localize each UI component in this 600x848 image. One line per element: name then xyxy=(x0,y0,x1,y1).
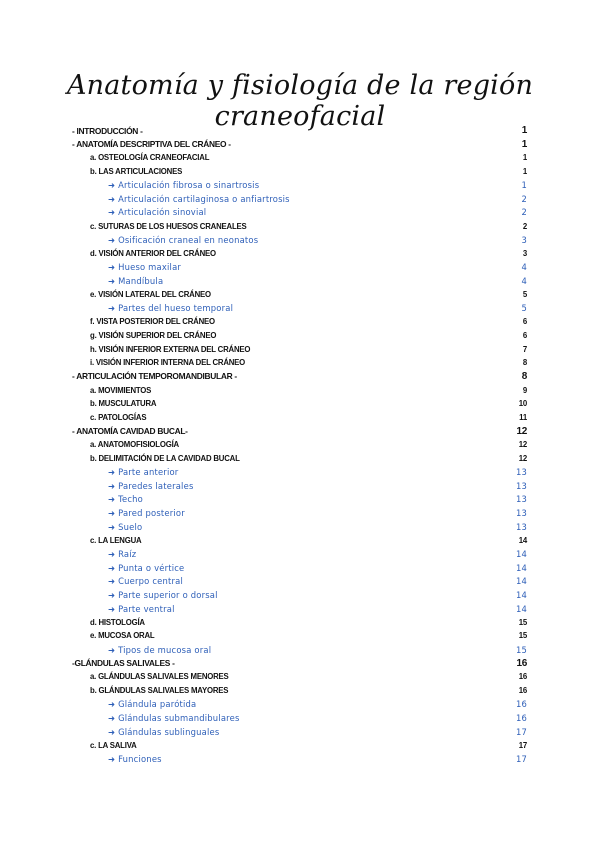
toc-page-number: 17 xyxy=(518,740,527,750)
toc-entry-label: - ANATOMÍA DESCRIPTIVA DEL CRÁNEO - xyxy=(72,139,231,150)
toc-page-number: 6 xyxy=(522,317,527,327)
toc-item xyxy=(90,397,527,410)
toc-entry-label[interactable]: ➜ Funciones xyxy=(108,753,162,764)
toc-subitem-link[interactable] xyxy=(108,274,527,287)
toc-subitem-link[interactable] xyxy=(108,575,527,588)
toc-entry-label: e. MUCOSA ORAL xyxy=(90,631,155,641)
toc-entry-label: a. MOVIMIENTOS xyxy=(90,385,152,395)
toc-page-number[interactable]: 14 xyxy=(515,589,527,600)
toc-page-number[interactable]: 2 xyxy=(521,207,527,218)
toc-entry-label: e. VISIÓN LATERAL DEL CRÁNEO xyxy=(90,289,211,299)
toc-entry-label: -GLÁNDULAS SALIVALES - xyxy=(72,658,175,669)
toc-entry-label: b. MUSCULATURA xyxy=(90,399,157,409)
toc-entry-label: g. VISIÓN SUPERIOR DEL CRÁNEO xyxy=(90,330,217,340)
toc-entry-label[interactable]: ➜ Articulación fibrosa o sinartrosis xyxy=(108,180,260,191)
toc-entry-label[interactable]: ➜ Parte ventral xyxy=(108,603,175,614)
toc-entry-label[interactable]: ➜ Parte anterior xyxy=(108,467,179,477)
toc-subitem-link[interactable] xyxy=(108,493,527,506)
toc-subitem-link[interactable] xyxy=(108,643,527,656)
toc-page-number[interactable]: 13 xyxy=(515,467,527,477)
toc-page-number: 1 xyxy=(521,138,527,150)
toc-page-number: 7 xyxy=(522,344,527,354)
toc-item xyxy=(90,356,527,369)
toc-entry-label: f. VISTA POSTERIOR DEL CRÁNEO xyxy=(90,317,215,327)
toc-item xyxy=(90,329,527,342)
toc-page-number: 16 xyxy=(518,686,527,696)
toc-page-number[interactable]: 17 xyxy=(515,726,527,737)
toc-item xyxy=(90,616,527,629)
toc-item xyxy=(90,165,527,178)
toc-page-number[interactable]: 14 xyxy=(515,548,527,559)
toc-subitem-link[interactable] xyxy=(108,711,527,724)
toc-page-number: 8 xyxy=(521,370,527,382)
toc-entry-label[interactable]: ➜ Cuerpo central xyxy=(108,576,183,587)
toc-page-number[interactable]: 17 xyxy=(515,753,527,764)
toc-page-number: 14 xyxy=(518,535,527,545)
toc-item xyxy=(90,534,527,547)
toc-entry-label: - ANATOMÍA CAVIDAD BUCAL- xyxy=(72,426,188,437)
toc-entry-label[interactable]: ➜ Articulación sinovial xyxy=(108,207,207,218)
toc-entry-label[interactable]: ➜ Glándulas submandibulares xyxy=(108,712,240,723)
toc-page-number[interactable]: 14 xyxy=(515,562,527,573)
toc-entry-label: b. LAS ARTICULACIONES xyxy=(90,166,183,176)
toc-page-number: 15 xyxy=(518,631,527,641)
toc-entry-label[interactable]: ➜ Pared posterior xyxy=(108,507,185,518)
toc-subitem-link[interactable] xyxy=(108,206,527,219)
toc-entry-label[interactable]: ➜ Punta o vértice xyxy=(108,562,185,573)
toc-subitem-link[interactable] xyxy=(108,698,527,711)
toc-page-number[interactable]: 1 xyxy=(521,180,527,191)
toc-item xyxy=(90,670,527,683)
toc-section-heading xyxy=(72,425,527,438)
toc-entry-label[interactable]: ➜ Suelo xyxy=(108,521,143,532)
toc-section-heading xyxy=(72,370,527,383)
toc-page-number: 1 xyxy=(522,166,527,176)
toc-entry-label: d. VISIÓN ANTERIOR DEL CRÁNEO xyxy=(90,248,216,258)
toc-entry-label: i. VISIÓN INFERIOR INTERNA DEL CRÁNEO xyxy=(90,358,246,368)
toc-entry-label[interactable]: ➜ Paredes laterales xyxy=(108,480,194,491)
toc-entry-label[interactable]: ➜ Glándula parótida xyxy=(108,699,197,710)
toc-subitem-link[interactable] xyxy=(108,302,527,315)
toc-entry-label[interactable]: ➜ Parte superior o dorsal xyxy=(108,589,218,600)
toc-entry-label[interactable]: ➜ Techo xyxy=(108,494,143,505)
toc-entry-label: - INTRODUCCIÓN - xyxy=(72,125,143,136)
toc-page-number: 2 xyxy=(522,221,527,231)
toc-subitem-link[interactable] xyxy=(108,233,527,246)
toc-page-number[interactable]: 13 xyxy=(515,521,527,532)
toc-item xyxy=(90,343,527,356)
toc-page-number[interactable]: 14 xyxy=(515,576,527,587)
toc-page-number[interactable]: 16 xyxy=(515,712,527,723)
toc-subitem-link[interactable] xyxy=(108,520,527,533)
toc-item xyxy=(90,315,527,328)
toc-item xyxy=(90,739,527,752)
toc-page-number[interactable]: 13 xyxy=(515,494,527,505)
toc-page-number: 16 xyxy=(518,672,527,682)
toc-item xyxy=(90,684,527,697)
toc-page-number: 16 xyxy=(516,657,527,669)
toc-page-number[interactable]: 15 xyxy=(515,644,527,655)
toc-item xyxy=(90,411,527,424)
toc-entry-label[interactable]: ➜ Raíz xyxy=(108,548,137,559)
toc-subitem-link[interactable] xyxy=(108,725,527,738)
toc-subitem-link[interactable] xyxy=(108,752,527,765)
toc-item xyxy=(90,629,527,642)
toc-page-number: 8 xyxy=(522,358,527,368)
toc-page-number: 6 xyxy=(522,330,527,340)
toc-item xyxy=(90,438,527,451)
toc-entry-label[interactable]: ➜ Articulación cartilaginosa o anfiartrosis xyxy=(108,193,290,204)
toc-item xyxy=(90,452,527,465)
toc-page-number: 1 xyxy=(521,125,527,136)
toc-page-number[interactable]: 13 xyxy=(515,480,527,491)
toc-subitem-link[interactable] xyxy=(108,588,527,601)
toc-entry-label: - ARTICULACIÓN TEMPOROMANDIBULAR - xyxy=(72,371,237,382)
toc-subitem-link[interactable] xyxy=(108,547,527,560)
toc-entry-label: a. OSTEOLOGÍA CRANEOFACIAL xyxy=(90,153,210,163)
toc-entry-label[interactable]: ➜ Hueso maxilar xyxy=(108,262,182,273)
toc-page-number: 15 xyxy=(518,617,527,627)
toc-page-number: 3 xyxy=(522,248,527,258)
toc-entry-label: a. ANATOMOFISIOLOGÍA xyxy=(90,440,179,450)
toc-page-number: 12 xyxy=(518,440,527,450)
toc-page-number: 12 xyxy=(518,453,527,463)
toc-page-number: 11 xyxy=(519,412,527,422)
toc-entry-label[interactable]: ➜ Osificación craneal en neonatos xyxy=(108,234,259,245)
toc-section-heading xyxy=(72,138,527,151)
toc-entry-label: c. LA LENGUA xyxy=(90,535,142,545)
toc-entry-label: c. SUTURAS DE LOS HUESOS CRANEALES xyxy=(90,221,247,231)
toc-subitem-link[interactable] xyxy=(108,479,527,492)
toc-entry-label[interactable]: ➜ Glándulas sublinguales xyxy=(108,726,220,737)
toc-entry-label[interactable]: ➜ Mandíbula xyxy=(108,275,164,286)
toc-subitem-link[interactable] xyxy=(108,506,527,519)
toc-page-number[interactable]: 4 xyxy=(521,262,527,273)
toc-page-number: 12 xyxy=(516,425,527,437)
toc-entry-label: b. GLÁNDULAS SALIVALES MAYORES xyxy=(90,686,229,696)
toc-item xyxy=(90,247,527,260)
toc-entry-label: h. VISIÓN INFERIOR EXTERNA DEL CRÁNEO xyxy=(90,344,251,354)
toc-subitem-link[interactable] xyxy=(108,466,527,479)
toc-item xyxy=(90,288,527,301)
toc-entry-label: a. GLÁNDULAS SALIVALES MENORES xyxy=(90,672,229,682)
toc-page-number: 9 xyxy=(522,385,527,395)
toc-subitem-link[interactable] xyxy=(108,561,527,574)
toc-page-number: 1 xyxy=(522,153,527,163)
toc-page-number: 10 xyxy=(518,399,527,409)
toc-page-number[interactable]: 5 xyxy=(521,303,527,314)
toc-entry-label: d. HISTOLOGÍA xyxy=(90,617,145,627)
toc-page-number[interactable]: 14 xyxy=(515,603,527,614)
document-title: Anatomía y fisiología de la región craneofacial xyxy=(66,70,534,132)
toc-entry-label: c. LA SALIVA xyxy=(90,740,137,750)
toc-item xyxy=(90,220,527,233)
toc-page-number[interactable]: 13 xyxy=(515,507,527,518)
toc-entry-label[interactable]: ➜ Partes del hueso temporal xyxy=(108,303,234,314)
toc-page-number[interactable]: 16 xyxy=(515,699,527,710)
toc-page-number[interactable]: 2 xyxy=(521,193,527,204)
toc-entry-label[interactable]: ➜ Tipos de mucosa oral xyxy=(108,644,212,655)
toc-entry-label: b. DELIMITACIÓN DE LA CAVIDAD BUCAL xyxy=(90,453,240,463)
toc-page-number[interactable]: 3 xyxy=(521,234,527,245)
toc-page-number: 5 xyxy=(522,289,527,299)
toc-subitem-link[interactable] xyxy=(108,192,527,205)
toc-item xyxy=(90,384,527,397)
toc-subitem-link[interactable] xyxy=(108,602,527,615)
toc-page-number[interactable]: 4 xyxy=(521,275,527,286)
toc-entry-label: c. PATOLOGÍAS xyxy=(90,412,147,422)
toc-section-heading xyxy=(72,657,527,670)
toc-subitem-link[interactable] xyxy=(108,179,527,192)
toc-subitem-link[interactable] xyxy=(108,261,527,274)
toc-item xyxy=(90,151,527,164)
toc-section-heading xyxy=(72,124,527,137)
